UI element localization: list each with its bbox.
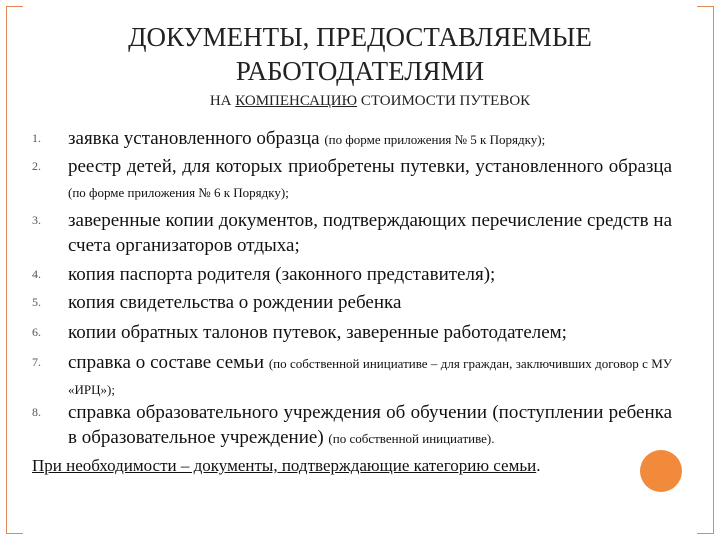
subtitle-post: СТОИМОСТИ ПУТЕВОК xyxy=(357,93,531,109)
item-text xyxy=(68,400,672,451)
item-text xyxy=(68,290,672,316)
item-text xyxy=(68,154,672,205)
right-border-decoration xyxy=(697,6,714,534)
item-main-text: справка о составе семьи xyxy=(68,352,269,373)
item-number: 8. xyxy=(32,405,41,419)
item-text xyxy=(68,262,672,288)
item-number: 7. xyxy=(32,355,41,369)
item-note-text: (по форме приложения № 5 к Порядку); xyxy=(324,132,546,147)
page-title xyxy=(60,20,660,88)
subtitle-pre: НА xyxy=(209,93,236,109)
left-border-decoration xyxy=(6,6,23,534)
item-note-text: (по форме приложения № 6 к Порядку); xyxy=(68,185,289,200)
item-main-text: заверенные копии документов, подтверждающих перечисление средств на счета организаторов отдыха; xyxy=(68,210,672,256)
decorative-circle xyxy=(640,450,682,492)
title-line-2: РАБОТОДАТЕЛЯМИ xyxy=(235,56,485,86)
item-main-text: копия паспорта родителя (законного представителя); xyxy=(68,264,496,285)
item-main-text: копия свидетельства о рождении ребенка xyxy=(68,292,402,313)
item-text xyxy=(68,208,672,259)
item-note-text: (по собственной инициативе). xyxy=(328,431,495,446)
footer-note-end: . xyxy=(536,456,541,475)
item-text xyxy=(68,126,672,152)
item-main-text: заявка установленного образца xyxy=(68,128,325,149)
item-text xyxy=(68,320,672,346)
item-note-text: (по собственной инициативе – для граждан, заключивших договор с МУ «ИРЦ»); xyxy=(68,356,672,397)
item-number: 6. xyxy=(32,325,41,339)
item-number: 5. xyxy=(32,295,41,309)
item-main-text: справка образовательного учреждения об обучении (поступлении ребенка в образовательное учреждение) xyxy=(68,402,672,448)
item-number: 4. xyxy=(32,267,41,281)
item-number: 3. xyxy=(32,213,41,227)
title-line-1: ДОКУМЕНТЫ, ПРЕДОСТАВЛЯЕМЫЕ xyxy=(128,22,592,52)
footer-note xyxy=(32,456,540,476)
subtitle xyxy=(120,93,620,110)
footer-note-text: При необходимости – документы, подтверждающие категорию семьи xyxy=(32,456,537,475)
item-number: 2. xyxy=(32,159,41,173)
item-number: 1. xyxy=(32,131,41,145)
item-main-text: копии обратных талонов путевок, заверенные работодателем; xyxy=(68,322,567,343)
item-text xyxy=(68,350,672,402)
subtitle-underlined: КОМПЕНСАЦИЮ xyxy=(235,93,358,109)
item-main-text: реестр детей, для которых приобретены путевки, установленного образца xyxy=(68,156,672,177)
